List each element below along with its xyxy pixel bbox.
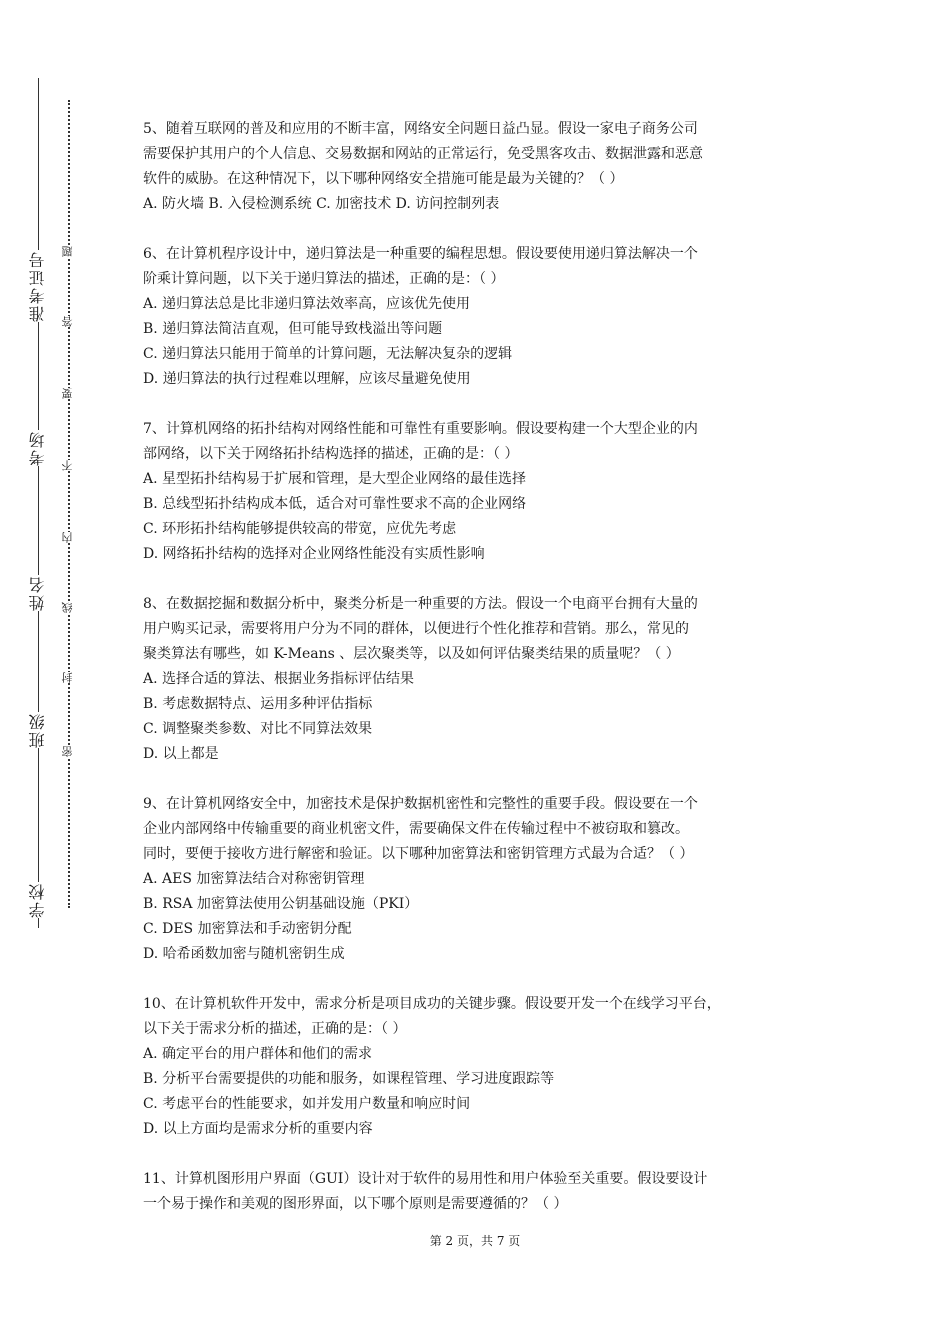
question-stem-line: 聚类算法有哪些，如 K-Means 、层次聚类等，以及如何评估聚类结果的质量呢？（ ） <box>143 646 680 662</box>
question-stem-line: 用户购买记录，需要将用户分为不同的群体，以便进行个性化推荐和营销。那么，常见的 <box>143 621 689 637</box>
option-d: D. 网络拓扑结构的选择对企业网络性能没有实质性影响 <box>143 546 485 562</box>
option-c: C. 递归算法只能用于简单的计算问题，无法解决复杂的逻辑 <box>143 346 513 362</box>
question-stem-line: 5、随着互联网的普及和应用的不断丰富，网络安全问题日益凸显。假设一家电子商务公司 <box>143 121 698 137</box>
option-c: C. 环形拓扑结构能够提供较高的带宽，应优先考虑 <box>143 521 457 537</box>
question-stem-line: 9、在计算机网络安全中，加密技术是保护数据机密性和完整性的重要手段。假设要在一个 <box>143 796 698 812</box>
option-d: D. 哈希函数加密与随机密钥生成 <box>143 946 345 962</box>
question-stem-line: 同时，要便于接收方进行解密和验证。以下哪种加密算法和密钥管理方式最为合适？（ ） <box>143 846 694 862</box>
question-6 <box>143 242 823 392</box>
option-a: A. 星型拓扑结构易于扩展和管理，是大型企业网络的最佳选择 <box>143 471 527 487</box>
seal-char: 不 <box>61 460 74 471</box>
field-label-name: 姓名 <box>22 575 54 611</box>
question-stem-line: 一个易于操作和美观的图形界面，以下哪个原则是需要遵循的？（ ） <box>143 1196 568 1212</box>
field-label-exam-room: 考场 <box>22 430 54 466</box>
option-d: D. 以上都是 <box>143 746 219 762</box>
seal-char: 答 <box>61 316 74 327</box>
question-8 <box>143 592 823 767</box>
option-c: C. 调整聚类参数、对比不同算法效果 <box>143 721 373 737</box>
question-stem-line: 阶乘计算问题，以下关于递归算法的描述，正确的是：（ ） <box>143 271 505 287</box>
seal-char: 要 <box>61 388 74 399</box>
option-b: B. 考虑数据特点、运用多种评估指标 <box>143 696 373 712</box>
field-label-class: 班级 <box>22 712 54 748</box>
option-a: A. 选择合适的算法、根据业务指标评估结果 <box>143 671 415 687</box>
seal-char: 封 <box>61 672 74 683</box>
seal-dotted-line <box>68 100 70 908</box>
question-stem-line: 10、在计算机软件开发中，需求分析是项目成功的关键步骤。假设要开发一个在线学习平台， <box>143 996 721 1012</box>
option-d: D. 递归算法的执行过程难以理解，应该尽量避免使用 <box>143 371 471 387</box>
seal-char: 密 <box>61 746 74 757</box>
option-b: B. RSA 加密算法使用公钥基础设施（PKI） <box>143 896 419 912</box>
page-number: 第 2 页，共 7 页 <box>429 1234 521 1248</box>
question-stem-line: 6、在计算机程序设计中，递归算法是一种重要的编程思想。假设要使用递归算法解决一个 <box>143 246 698 262</box>
question-stem-line: 11、计算机图形用户界面（GUI）设计对于软件的易用性和用户体验至关重要。假设要设计 <box>143 1171 708 1187</box>
option-d: D. 以上方面均是需求分析的重要内容 <box>143 1121 373 1137</box>
option-b: B. 分析平台需要提供的功能和服务，如课程管理、学习进度跟踪等 <box>143 1071 555 1087</box>
option-a: A. AES 加密算法结合对称密钥管理 <box>143 871 365 887</box>
question-list <box>143 117 823 1242</box>
question-10 <box>143 992 823 1142</box>
question-5 <box>143 117 823 217</box>
option-a: A. 确定平台的用户群体和他们的需求 <box>143 1046 373 1062</box>
seal-char: 线 <box>61 602 74 613</box>
question-stem-line: 7、计算机网络的拓扑结构对网络性能和可靠性有重要影响。假设要构建一个大型企业的内 <box>143 421 698 437</box>
option-c: C. 考虑平台的性能要求，如并发用户数量和响应时间 <box>143 1096 471 1112</box>
question-9 <box>143 792 823 967</box>
field-label-school: 学校 <box>22 882 54 918</box>
question-7 <box>143 417 823 567</box>
question-stem-line: 8、在数据挖掘和数据分析中，聚类分析是一种重要的方法。假设一个电商平台拥有大量的 <box>143 596 698 612</box>
question-stem-line: 企业内部网络中传输重要的商业机密文件，需要确保文件在传输过程中不被窃取和篡改。 <box>143 821 689 837</box>
binding-solid-line <box>38 78 39 928</box>
question-stem-line: 软件的威胁。在这种情况下，以下哪种网络安全措施可能是最为关键的？（ ） <box>143 171 624 187</box>
option-a: A. 递归算法总是比非递归算法效率高，应该优先使用 <box>143 296 471 312</box>
option-b: B. 总线型拓扑结构成本低，适合对可靠性要求不高的企业网络 <box>143 496 527 512</box>
field-label-exam-id: 准考证号 <box>22 250 54 322</box>
question-options: A. 防火墙 B. 入侵检测系统 C. 加密技术 D. 访问控制列表 <box>143 196 500 212</box>
option-b: B. 递归算法简洁直观，但可能导致栈溢出等问题 <box>143 321 443 337</box>
question-11 <box>143 1167 823 1217</box>
question-stem-line: 以下关于需求分析的描述，正确的是：（ ） <box>143 1021 407 1037</box>
seal-char: 内 <box>61 532 74 543</box>
option-c: C. DES 加密算法和手动密钥分配 <box>143 921 352 937</box>
question-stem-line: 需要保护其用户的个人信息、交易数据和网站的正常运行，免受黑客攻击、数据泄露和恶意 <box>143 146 703 162</box>
question-stem-line: 部网络，以下关于网络拓扑结构选择的描述，正确的是：（ ） <box>143 446 519 462</box>
binding-margin <box>0 0 110 1344</box>
seal-char: 题 <box>61 246 74 257</box>
